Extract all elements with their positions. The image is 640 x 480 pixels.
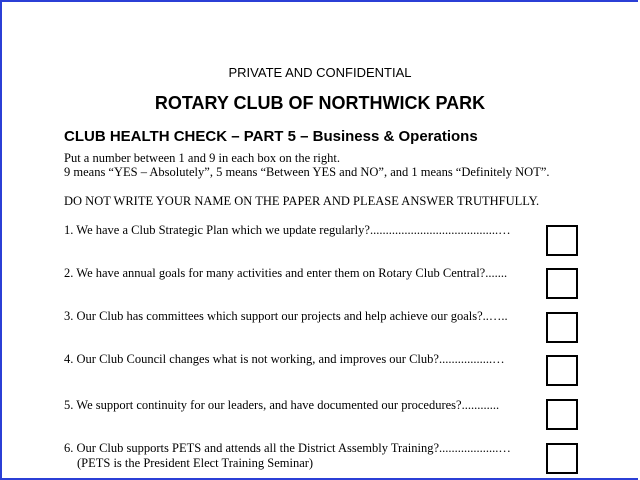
instruction-line-3: DO NOT WRITE YOUR NAME ON THE PAPER AND PLEASE ANSWER TRUTHFULLY. [64,194,540,208]
question-6-note: (PETS is the President Elect Training Seminar) [77,456,314,470]
question-5-answer-box[interactable] [546,399,578,430]
instruction-line-1: Put a number between 1 and 9 in each box on the right. [64,151,340,165]
question-3-text: 3. Our Club has committees which support our projects and help achieve our goals?..….. [64,309,508,323]
question-1-text: 1. We have a Club Strategic Plan which we update regularly?.........................................… [64,223,511,237]
question-6-text: 6. Our Club supports PETS and attends all the District Assembly Training?...................… [64,441,511,455]
question-1-answer-box[interactable] [546,225,578,256]
instruction-line-2: 9 means “YES – Absolutely”, 5 means “Between YES and NO”, and 1 means “Definitely NOT”. [64,165,550,179]
question-2-answer-box[interactable] [546,268,578,299]
section-title: CLUB HEALTH CHECK – PART 5 – Business & Operations [64,128,478,145]
question-4-answer-box[interactable] [546,355,578,386]
club-title: ROTARY CLUB OF NORTHWICK PARK [154,93,486,113]
question-3-answer-box[interactable] [546,312,578,343]
question-4-text: 4. Our Club Council changes what is not working, and improves our Club?.................… [64,352,505,366]
question-6-answer-box[interactable] [546,443,578,474]
confidential-label: PRIVATE AND CONFIDENTIAL [228,65,412,80]
question-5-text: 5. We support continuity for our leaders, and have documented our procedures?............ [64,398,500,412]
question-2-text: 2. We have annual goals for many activities and enter them on Rotary Club Central?....... [64,266,508,280]
